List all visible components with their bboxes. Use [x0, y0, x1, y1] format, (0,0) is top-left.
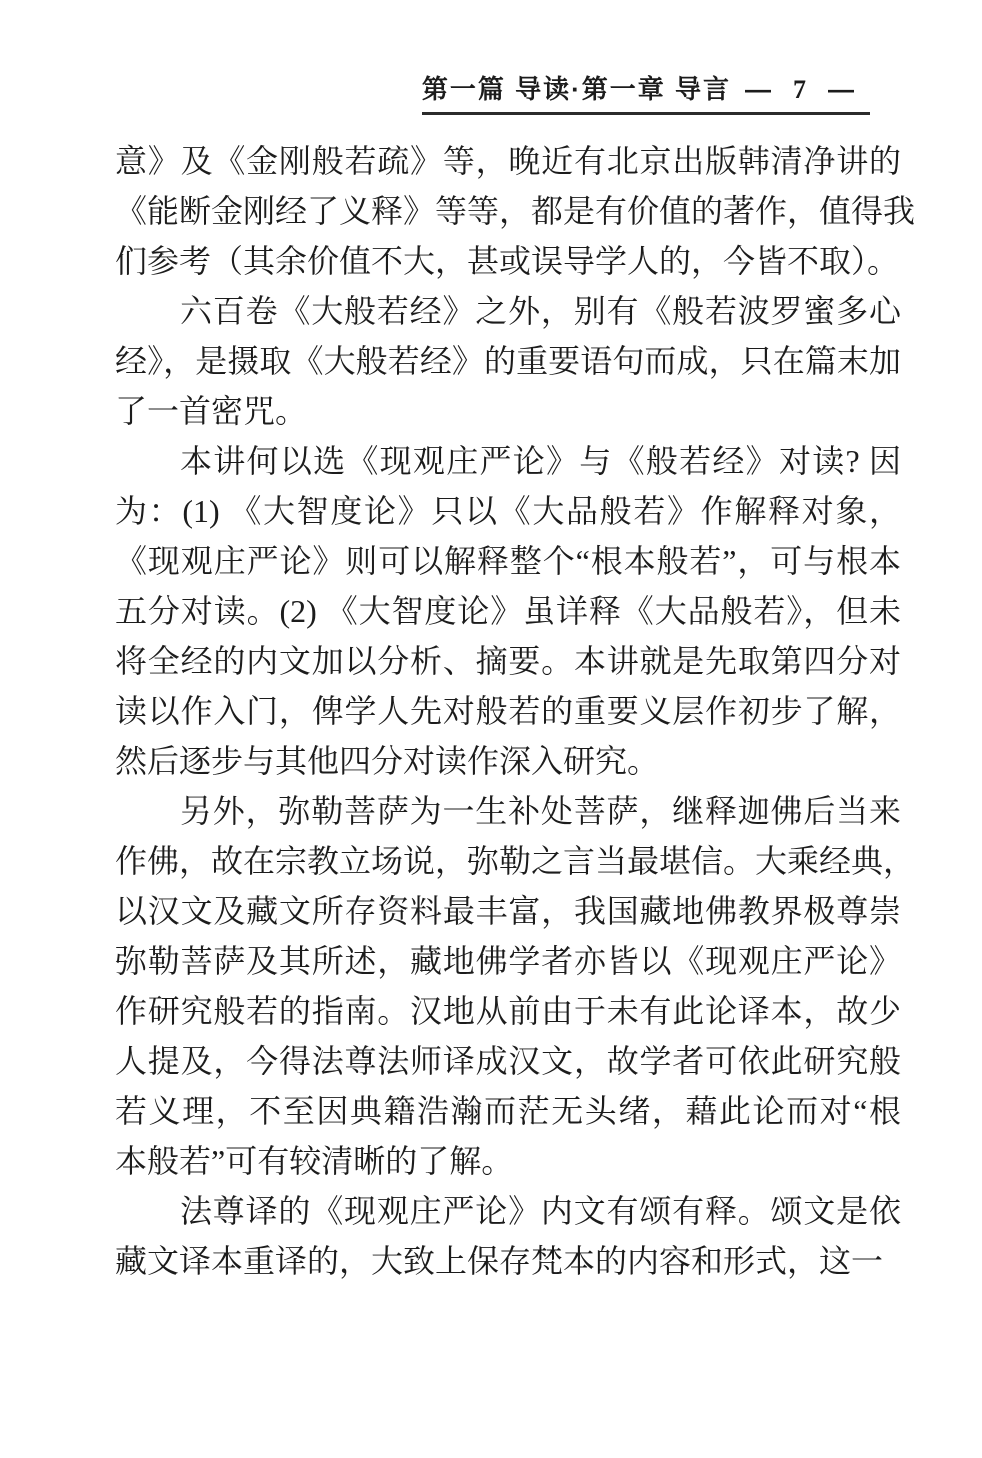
header-dash-right: —	[828, 74, 856, 104]
text-line: 作研究般若的指南。汉地从前由于未有此论译本，故少	[115, 993, 901, 1029]
text-line: 五分对读。(2) 《大智度论》虽详释《大品般若》，但未	[115, 593, 901, 629]
text-line: 《现观庄严论》则可以解释整个“根本般若”，可与根本	[115, 543, 901, 579]
text-line: 人提及，今得法尊法师译成汉文，故学者可依此研究般	[115, 1043, 901, 1079]
text-line: 然后逐步与其他四分对读作深入研究。	[115, 743, 660, 779]
header-page-number: 7	[793, 75, 808, 104]
text-line: 读以作入门，俾学人先对般若的重要义层作初步了解，	[115, 693, 901, 729]
running-header	[0, 74, 870, 115]
text-line: 弥勒菩萨及其所述，藏地佛学者亦皆以《现观庄严论》	[115, 943, 901, 979]
text-line: 《能断金刚经了义释》等等，都是有价值的著作，值得我	[115, 193, 916, 229]
text-line: 们参考（其余价值不大，甚或误导学人的，今皆不取）。	[115, 243, 900, 279]
text-line: 本般若”可有较清晰的了解。	[115, 1143, 514, 1179]
text-line: 将全经的内文加以分析、摘要。本讲就是先取第四分对	[115, 643, 901, 679]
text-line: 为：(1) 《大智度论》只以《大品般若》作解释对象，	[115, 493, 901, 529]
text-line: 藏文译本重译的，大致上保存梵本的内容和形式，这一	[115, 1243, 884, 1279]
header-dash-left: —	[745, 74, 773, 104]
text-line: 本讲何以选《现观庄严论》与《般若经》对读? 因	[180, 443, 901, 479]
text-line: 另外，弥勒菩萨为一生补处菩萨，继释迦佛后当来	[180, 793, 901, 829]
text-body	[115, 136, 916, 1286]
text-line: 了一首密咒。	[115, 393, 308, 429]
text-line: 意》及《金刚般若疏》等，晚近有北京出版韩清净讲的	[115, 143, 901, 179]
text-line: 经》，是摄取《大般若经》的重要语句而成，只在篇末加	[115, 343, 901, 379]
text-line: 若义理，不至因典籍浩瀚而茫无头绪，藉此论而对“根	[115, 1093, 901, 1129]
text-line: 法尊译的《现观庄严论》内文有颂有释。颂文是依	[180, 1193, 901, 1229]
text-line: 六百卷《大般若经》之外，别有《般若波罗蜜多心	[180, 293, 901, 329]
text-line: 作佛，故在宗教立场说，弥勒之言当最堪信。大乘经典，	[115, 843, 916, 879]
text-line: 以汉文及藏文所存资料最丰富，我国藏地佛教界极尊崇	[115, 893, 901, 929]
header-section-title: 第一篇 导读·第一章 导言	[421, 74, 731, 104]
running-header-text	[422, 74, 870, 115]
